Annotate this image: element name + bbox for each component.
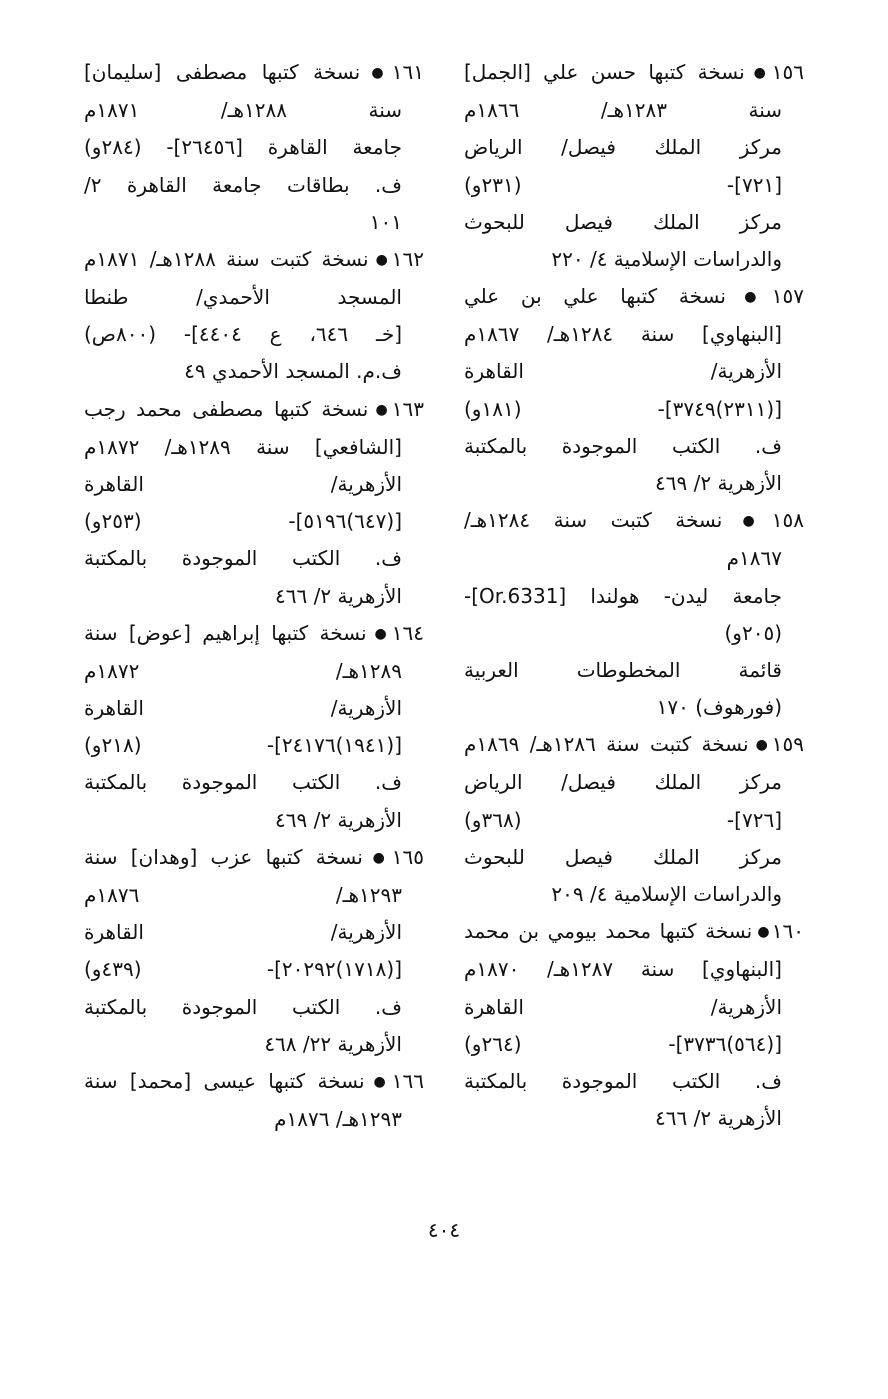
entry-first-line [84, 391, 424, 429]
entry-line: الأزهرية ٢/ ٤٦٩ [275, 807, 402, 832]
entry-line: مركز الملك فيصل للبحوث [464, 844, 782, 869]
entry-line: ف. الكتب الموجودة بالمكتبة [464, 433, 782, 458]
bullet-icon: ● [367, 1073, 392, 1090]
entry-line: [البنهاوي] سنة ١٢٨٤هـ/ ١٨٦٧م [464, 322, 782, 347]
entry-line: الأزهرية ٢/ ٤٦٦ [655, 1106, 782, 1131]
entry-line: ١٨٦٧م [726, 546, 782, 571]
entry-line: [(١٩٤١)٢٤١٧٦]- (٢١٨و) [84, 733, 402, 758]
entry-line: جامعة ليدن- هولندا [Or.6331]- [464, 583, 782, 608]
entry-number: ١٦٠ [771, 919, 804, 944]
left-column [84, 54, 424, 1138]
entry-line: والدراسات الإسلامية ٤/ ٢٢٠ [551, 246, 782, 271]
entry-line: ١٢٩٣هـ/ ١٨٧٦م [274, 1107, 402, 1132]
entry-first-line [84, 615, 424, 653]
catalog-entry [464, 278, 804, 502]
entry-text: نسخة كتبها عيسى [محمد] سنة [84, 1068, 365, 1093]
catalog-entry [84, 241, 424, 391]
entry-text: نسخة كتبت سنة ١٢٨٨هـ/ ١٨٧١م [84, 246, 369, 271]
entry-line: ف. الكتب الموجودة بالمكتبة [84, 546, 402, 571]
entry-line: الأزهرية ٢٢/ ٤٦٨ [264, 1031, 402, 1056]
entry-number: ١٦٣ [391, 396, 424, 421]
entry-text: نسخة كتبها إبراهيم [عوض] سنة [84, 620, 367, 645]
entry-line: ف. الكتب الموجودة بالمكتبة [84, 994, 402, 1019]
bullet-icon: ● [365, 849, 392, 866]
bullet-icon: ● [371, 251, 392, 268]
bullet-icon: ● [371, 401, 392, 418]
entry-line: [(٥٦٤)٣٧٣٦]- (٢٦٤و) [464, 1031, 782, 1056]
entry-first-line [84, 1063, 424, 1101]
entry-line: (٢٠٥و) [724, 620, 782, 645]
right-column [464, 54, 804, 1137]
bullet-icon: ● [728, 289, 772, 305]
entry-line: [(٢٣١١)٣٧٤٩]- (١٨١و) [464, 396, 782, 421]
entry-first-line [464, 726, 804, 764]
bullet-icon: ● [369, 625, 392, 642]
entry-line: سنة ١٢٨٣هـ/ ١٨٦٦م [464, 98, 782, 123]
entry-line: الأزهرية/ القاهرة [84, 920, 402, 945]
catalog-entry [464, 502, 804, 726]
entry-line: مركز الملك فيصل/ الرياض [464, 770, 782, 795]
entry-line: المسجد الأحمدي/ طنطا [84, 285, 402, 309]
entry-line: [الشافعي] سنة ١٢٨٩هـ/ ١٨٧٢م [84, 434, 402, 459]
entry-line: [٧٢٦]- (٣٦٨و) [464, 807, 782, 832]
entry-line: ف. الكتب الموجودة بالمكتبة [464, 1068, 782, 1093]
catalog-entry [464, 726, 804, 913]
entry-line: [البنهاوي] سنة ١٢٨٧هـ/ ١٨٧٠م [464, 957, 782, 982]
entry-line: ف. الكتب الموجودة بالمكتبة [84, 770, 402, 795]
entry-line: [خـ ٦٤٦، ع ٤٤٠٤]- (٨٠٠ص) [84, 322, 402, 347]
entry-number: ١٥٧ [771, 284, 804, 309]
entry-line: [(١٧١٨)٢٠٢٩٢]- (٤٣٩و) [84, 957, 402, 982]
entry-number: ١٦٥ [391, 844, 424, 869]
entry-number: ١٥٦ [771, 60, 804, 84]
entry-first-line [84, 241, 424, 279]
entry-line: مركز الملك فيصل/ الرياض [464, 135, 782, 160]
entry-text: نسخة كتبها مصطفى محمد رجب [84, 396, 369, 421]
bullet-icon: ● [363, 64, 392, 81]
entry-first-line [464, 54, 804, 92]
entry-line: ١٢٨٩هـ/ ١٨٧٢م [84, 658, 402, 683]
catalog-entry [84, 54, 424, 241]
entry-first-line [84, 54, 424, 92]
entry-first-line [464, 913, 804, 951]
entry-line: الأزهرية/ القاهرة [84, 471, 402, 496]
entry-line: الأزهرية ٢/ ٤٦٩ [655, 471, 782, 496]
bullet-icon: ● [725, 513, 772, 530]
catalog-entry [84, 615, 424, 839]
entry-number: ١٥٩ [771, 732, 804, 757]
entry-line: والدراسات الإسلامية ٤/ ٢٠٩ [551, 882, 782, 907]
entry-line: [٧٢١]- (٢٣١و) [464, 172, 782, 197]
bullet-icon: ● [751, 737, 772, 754]
entry-line: (فورهوف) ١٧٠ [656, 695, 782, 720]
entry-line: الأزهرية/ القاهرة [84, 696, 402, 721]
entry-line: ١٠١ [369, 209, 402, 234]
catalog-entry [464, 54, 804, 278]
entry-text: نسخة كتبها عزب [وهدان] سنة [84, 844, 363, 869]
entry-line: الأزهرية/ القاهرة [464, 359, 782, 384]
page-number: ٤٠٤ [427, 1218, 461, 1242]
entry-line: سنة ١٢٨٨هـ/ ١٨٧١م [84, 98, 402, 123]
entry-line: ١٢٩٣هـ/ ١٨٧٦م [84, 882, 402, 907]
entry-text: نسخة كتبت سنة ١٢٨٦هـ/ ١٨٦٩م [464, 732, 749, 757]
entry-first-line [84, 839, 424, 877]
entry-number: ١٥٨ [771, 508, 804, 533]
catalog-entry [464, 913, 804, 1137]
entry-line: ف. بطاقات جامعة القاهرة ٢/ [84, 172, 402, 197]
entry-line: الأزهرية ٢/ ٤٦٦ [275, 583, 402, 608]
entry-line: الأزهرية/ القاهرة [464, 994, 782, 1019]
entry-line: مركز الملك فيصل للبحوث [464, 209, 782, 234]
entry-text: نسخة كتبها علي بن علي [464, 284, 726, 309]
entry-text: نسخة كتبت سنة ١٢٨٤هـ/ [464, 508, 723, 533]
catalog-entry [84, 1063, 424, 1138]
entry-number: ١٦٦ [391, 1068, 424, 1093]
entry-line: قائمة المخطوطات العربية [464, 657, 782, 682]
entry-text: نسخة كتبها حسن علي [الجمل] [464, 60, 745, 84]
entry-line: [(٦٤٧)٥١٩٦]- (٢٥٣و) [84, 509, 402, 534]
bullet-icon: ● [755, 924, 772, 941]
entry-first-line [464, 502, 804, 540]
catalog-entry [84, 839, 424, 1063]
entry-number: ١٦١ [391, 60, 424, 84]
entry-line: ف.م. المسجد الأحمدي ٤٩ [184, 359, 402, 384]
entry-number: ١٦٢ [391, 246, 424, 271]
entry-number: ١٦٤ [391, 620, 424, 645]
entry-text: نسخة كتبها محمد بيومي بن محمد [464, 919, 753, 944]
catalog-entry [84, 391, 424, 615]
entry-first-line [464, 278, 804, 316]
bullet-icon: ● [747, 64, 772, 81]
entry-text: نسخة كتبها مصطفى [سليمان] [84, 60, 361, 84]
entry-line: جامعة القاهرة [٢٦٤٥٦]- (٢٨٤و) [84, 135, 402, 160]
